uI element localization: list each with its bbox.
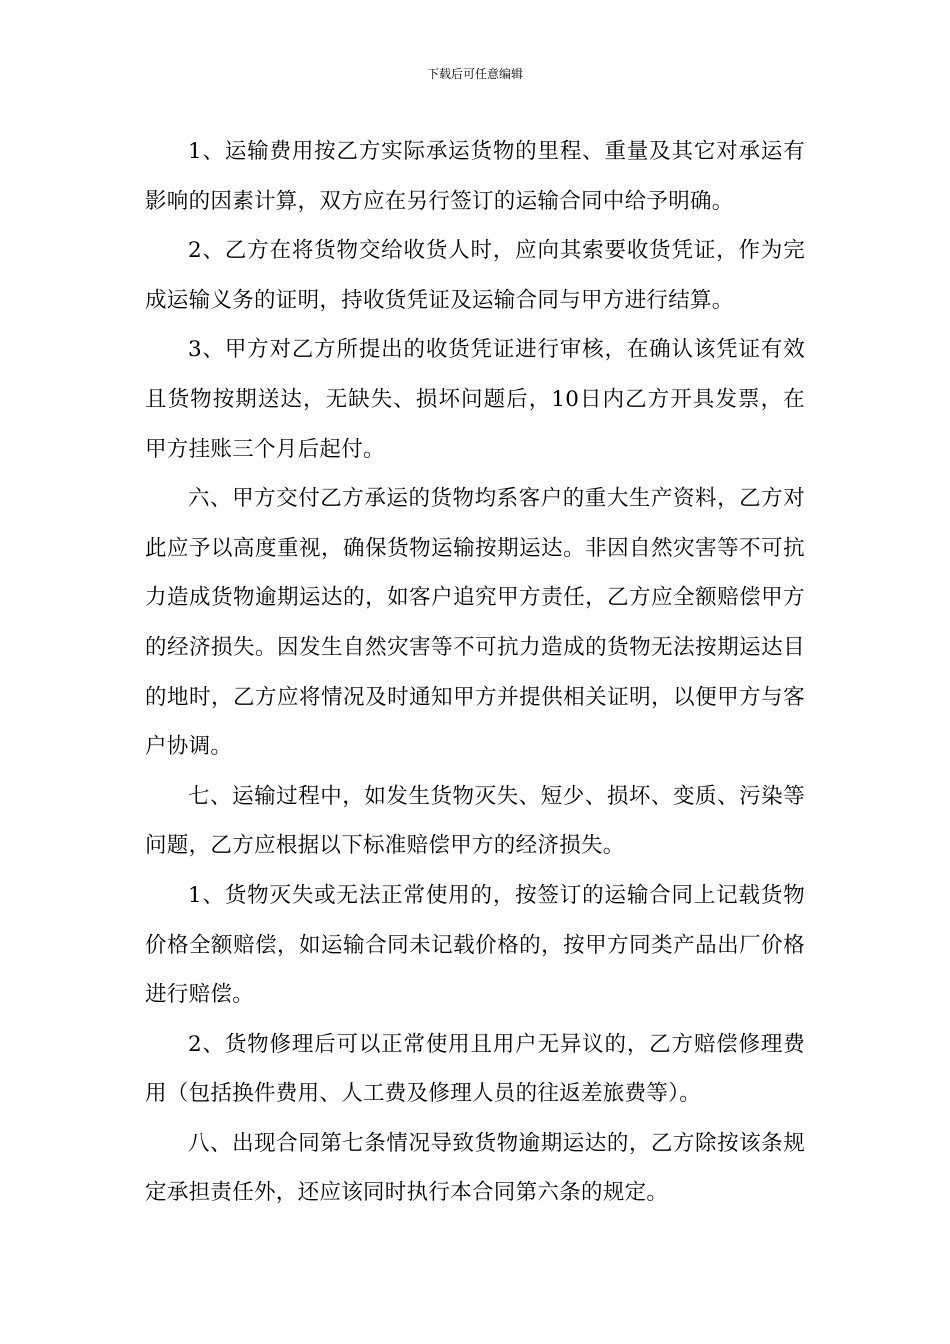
paragraph-receipt-voucher: 2、乙方在将货物交给收货人时，应向其索要收货凭证，作为完成运输义务的证明，持收货凭证及运输合同与甲方进行结算。 bbox=[145, 238, 805, 313]
paragraph-settlement-review: 3、甲方对乙方所提出的收货凭证进行审核，在确认该凭证有效且货物按期送达，无缺失、损坏问题后，10日内乙方开具发票，在甲方挂账三个月后起付。 bbox=[145, 337, 805, 462]
paragraph-repair-compensation: 2、货物修理后可以正常使用且用户无异议的，乙方赔偿修理费用（包括换件费用、人工费及修理人员的往返差旅费等）。 bbox=[145, 1031, 805, 1107]
paragraph-clause-six: 六、甲方交付乙方承运的货物均系客户的重大生产资料，乙方对此应予以高度重视，确保货物运输按期运达。非因自然灾害等不可抗力造成货物逾期运达的，如客户追究甲方责任，乙方应全额赔偿甲方的经济损失。因发生自然灾害等不可抗力造成的货物无法按期运达目的地时，乙方应将情况及时通知甲方并提供相关证明，以便甲方与客户协调。 bbox=[145, 486, 805, 760]
paragraph-clause-seven: 七、运输过程中，如发生货物灭失、短少、损坏、变质、污染等问题，乙方应根据以下标准赔偿甲方的经济损失。 bbox=[145, 783, 805, 859]
paragraph-clause-eight: 八、出现合同第七条情况导致货物逾期运达的，乙方除按该条规定承担责任外，还应该同时执行本合同第六条的规定。 bbox=[145, 1130, 805, 1206]
paragraph-loss-compensation: 1、货物灭失或无法正常使用的，按签订的运输合同上记载货物价格全额赔偿，如运输合同未记载价格的，按甲方同类产品出厂价格进行赔偿。 bbox=[145, 882, 805, 1008]
document-body bbox=[145, 127, 805, 1218]
paragraph-fee-calculation: 1、运输费用按乙方实际承运货物的里程、重量及其它对承运有影响的因素计算，双方应在另行签订的运输合同中给予明确。 bbox=[145, 139, 805, 214]
page-header: 下载后可任意编辑 bbox=[426, 67, 523, 81]
